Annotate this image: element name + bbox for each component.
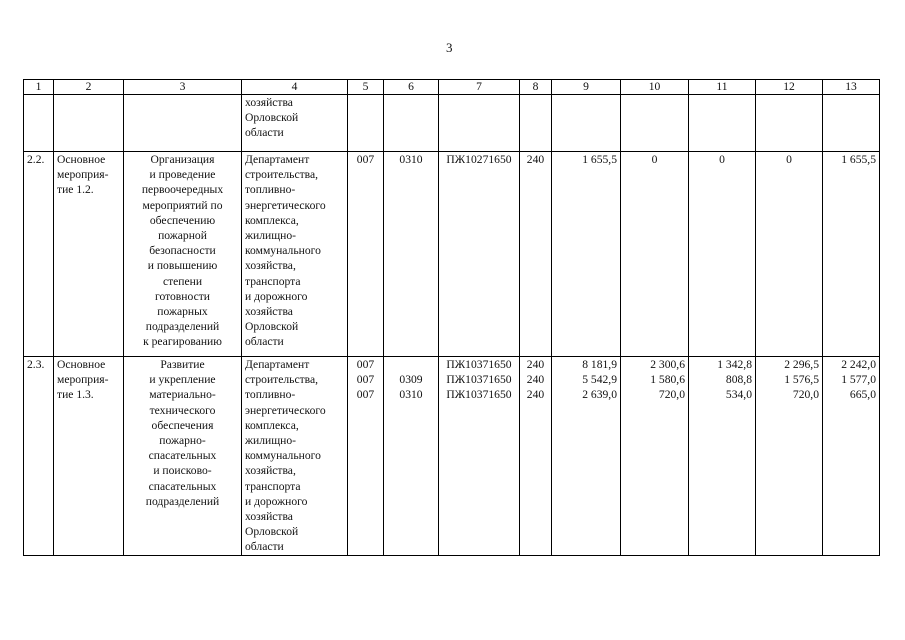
col-header: 2 (54, 80, 124, 95)
col-header: 11 (689, 80, 756, 95)
expense-type-cell: 240 (520, 152, 552, 357)
code-cell: 007 (348, 152, 384, 357)
executor-cell: хозяйства Орловской области (242, 95, 348, 152)
target-cell (439, 95, 520, 152)
activity-cell: Основное мероприя- тие 1.3. (54, 357, 124, 556)
activity-cell (54, 95, 124, 152)
row-number-cell: 2.3. (24, 357, 54, 556)
col-header: 10 (621, 80, 689, 95)
col-header: 12 (756, 80, 823, 95)
budget-table (23, 79, 880, 556)
target-cell: ПЖ10371650 ПЖ10371650 ПЖ10371650 (439, 357, 520, 556)
amount-cell: 0 (756, 152, 823, 357)
description-cell: Развитие и укрепление материально- технического обеспечения пожарно- спасательных и поисково- спасательных подразделений (124, 357, 242, 556)
col-header: 3 (124, 80, 242, 95)
page-number: 3 (446, 40, 453, 55)
amount-cell (689, 95, 756, 152)
row-number-cell: 2.2. (24, 152, 54, 357)
amount-cell (823, 95, 880, 152)
col-header: 13 (823, 80, 880, 95)
code-cell: 007 007 007 (348, 357, 384, 556)
section-cell (384, 95, 439, 152)
table-row (24, 357, 880, 556)
description-cell (124, 95, 242, 152)
header-row (24, 80, 880, 95)
amount-cell: 1 655,5 (552, 152, 621, 357)
code-cell (348, 95, 384, 152)
col-header: 8 (520, 80, 552, 95)
amount-cell (552, 95, 621, 152)
col-header: 5 (348, 80, 384, 95)
row-number-cell (24, 95, 54, 152)
amount-cell: 8 181,9 5 542,9 2 639,0 (552, 357, 621, 556)
table-row (24, 95, 880, 152)
expense-type-cell: 240 240 240 (520, 357, 552, 556)
expense-type-cell (520, 95, 552, 152)
amount-cell: 0 (621, 152, 689, 357)
table-row (24, 152, 880, 357)
activity-cell: Основное мероприя- тие 1.2. (54, 152, 124, 357)
section-cell: 0309 0310 (384, 357, 439, 556)
amount-cell: 2 296,5 1 576,5 720,0 (756, 357, 823, 556)
col-header: 4 (242, 80, 348, 95)
amount-cell: 2 300,6 1 580,6 720,0 (621, 357, 689, 556)
executor-cell: Департамент строительства, топливно- энергетического комплекса, жилищно- коммунального хозяйства, транспорта и дорожного хозяйства Орловской области (242, 357, 348, 556)
amount-cell: 1 342,8 808,8 534,0 (689, 357, 756, 556)
target-cell: ПЖ10271650 (439, 152, 520, 357)
amount-cell: 1 655,5 (823, 152, 880, 357)
section-cell: 0310 (384, 152, 439, 357)
col-header: 1 (24, 80, 54, 95)
amount-cell (621, 95, 689, 152)
amount-cell (756, 95, 823, 152)
executor-cell: Департамент строительства, топливно- энергетического комплекса, жилищно- коммунального хозяйства, транспорта и дорожного хозяйства Орловской области (242, 152, 348, 357)
amount-cell: 2 242,0 1 577,0 665,0 (823, 357, 880, 556)
col-header: 6 (384, 80, 439, 95)
description-cell: Организация и проведение первоочередных мероприятий по обеспечению пожарной безопасности и повышению степени готовности пожарных подразделений к реагированию (124, 152, 242, 357)
amount-cell: 0 (689, 152, 756, 357)
col-header: 9 (552, 80, 621, 95)
col-header: 7 (439, 80, 520, 95)
